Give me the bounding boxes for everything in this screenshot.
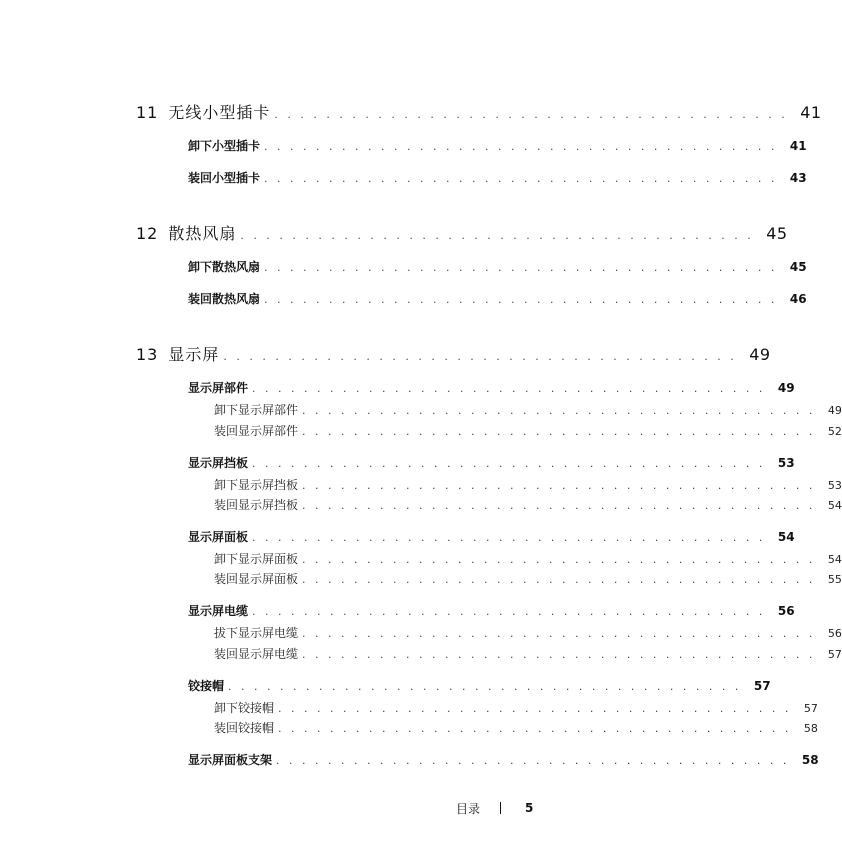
page-number: 56	[777, 604, 795, 618]
page-number: 43	[789, 171, 807, 185]
dot-leader: ........................................	[302, 573, 822, 586]
page-number: 49	[827, 404, 842, 417]
toc-subsection[interactable]	[214, 699, 818, 716]
dot-leader: ........................................	[252, 605, 772, 618]
toc-section[interactable]	[188, 454, 795, 471]
dot-leader: ........................................	[302, 479, 822, 492]
toc-subsection[interactable]	[214, 496, 842, 513]
section-title: 卸下小型插卡	[188, 139, 261, 153]
subsection-title: 装回显示屏挡板	[214, 498, 299, 512]
footer-divider	[500, 802, 501, 814]
toc-subsection[interactable]	[214, 570, 842, 587]
dot-leader: ........................................	[252, 382, 772, 395]
dot-leader: ........................................	[278, 702, 798, 715]
subsection-title: 卸下显示屏挡板	[214, 478, 299, 492]
page-number: 54	[827, 499, 842, 512]
section-title: 显示屏电缆	[188, 604, 249, 618]
dot-leader: ........................................	[302, 648, 822, 661]
toc-section[interactable]	[188, 169, 807, 186]
toc-chapter-12[interactable]	[136, 221, 788, 244]
dot-leader: ........................................	[302, 499, 822, 512]
section-title: 装回散热风扇	[188, 292, 261, 306]
page-number: 58	[803, 722, 818, 735]
page-number: 56	[827, 627, 842, 640]
toc-section[interactable]	[188, 602, 795, 619]
toc-section[interactable]	[188, 258, 807, 275]
page-number: 54	[827, 553, 842, 566]
dot-leader: ........................................	[302, 425, 822, 438]
page-number: 45	[789, 260, 807, 274]
page-number: 54	[777, 530, 795, 544]
subsection-title: 装回显示屏电缆	[214, 647, 299, 661]
section-title: 铰接帽	[188, 679, 225, 693]
page-number: 46	[789, 292, 807, 306]
section-title: 显示屏挡板	[188, 456, 249, 470]
subsection-title: 拔下显示屏电缆	[214, 626, 299, 640]
chapter-title: 12 散热风扇	[136, 224, 237, 243]
toc-section[interactable]	[188, 379, 795, 396]
section-title: 显示屏面板	[188, 530, 249, 544]
page-number: 53	[827, 479, 842, 492]
subsection-title: 装回铰接帽	[214, 721, 275, 735]
toc-subsection[interactable]	[214, 422, 842, 439]
dot-leader: ........................................	[264, 261, 784, 274]
dot-leader: ........................................	[264, 140, 784, 153]
subsection-title: 装回显示屏面板	[214, 572, 299, 586]
toc-section[interactable]	[188, 290, 807, 307]
page-number: 57	[803, 702, 818, 715]
toc-subsection[interactable]	[214, 401, 842, 418]
dot-leader: ........................................	[264, 293, 784, 306]
page-number: 53	[777, 456, 795, 470]
toc-subsection[interactable]	[214, 624, 842, 641]
section-title: 装回小型插卡	[188, 171, 261, 185]
subsection-title: 装回显示屏部件	[214, 424, 299, 438]
page-number: 49	[749, 345, 771, 364]
toc-section[interactable]	[188, 137, 807, 154]
chapter-title: 11 无线小型插卡	[136, 103, 271, 122]
page-number: 49	[777, 381, 795, 395]
subsection-title: 卸下铰接帽	[214, 701, 275, 715]
toc-chapter-13[interactable]	[136, 342, 771, 365]
toc-subsection[interactable]	[214, 550, 842, 567]
page-number: 57	[753, 679, 771, 693]
section-title: 卸下散热风扇	[188, 260, 261, 274]
page-number: 57	[827, 648, 842, 661]
toc-subsection[interactable]	[214, 719, 818, 736]
dot-leader: ........................................	[302, 627, 822, 640]
toc-section[interactable]	[188, 751, 819, 768]
dot-leader: ........................................	[302, 553, 822, 566]
toc-chapter-11[interactable]	[136, 100, 822, 123]
page-number: 55	[827, 573, 842, 586]
dot-leader: ........................................	[264, 172, 784, 185]
page-footer	[456, 799, 544, 817]
dot-leader: ........................................	[252, 457, 772, 470]
page-number: 45	[766, 224, 788, 243]
page-number: 41	[800, 103, 822, 122]
dot-leader: ........................................	[274, 108, 795, 121]
footer-page-number: 5	[525, 801, 534, 815]
toc-section[interactable]	[188, 528, 795, 545]
dot-leader: ........................................	[278, 722, 798, 735]
chapter-title: 13 显示屏	[136, 345, 220, 364]
dot-leader: ........................................	[223, 350, 744, 363]
dot-leader: ........................................	[276, 754, 796, 767]
page-number: 58	[801, 753, 819, 767]
dot-leader: ........................................	[252, 531, 772, 544]
footer-label: 目录	[456, 801, 481, 816]
toc-section[interactable]	[188, 677, 771, 694]
dot-leader: ........................................	[228, 680, 748, 693]
section-title: 显示屏部件	[188, 381, 249, 395]
subsection-title: 卸下显示屏面板	[214, 552, 299, 566]
page-number: 41	[789, 139, 807, 153]
toc-subsection[interactable]	[214, 476, 842, 493]
subsection-title: 卸下显示屏部件	[214, 403, 299, 417]
toc-subsection[interactable]	[214, 645, 842, 662]
page-number: 52	[827, 425, 842, 438]
section-title: 显示屏面板支架	[188, 753, 273, 767]
dot-leader: ........................................	[302, 404, 822, 417]
dot-leader: ........................................	[240, 229, 761, 242]
